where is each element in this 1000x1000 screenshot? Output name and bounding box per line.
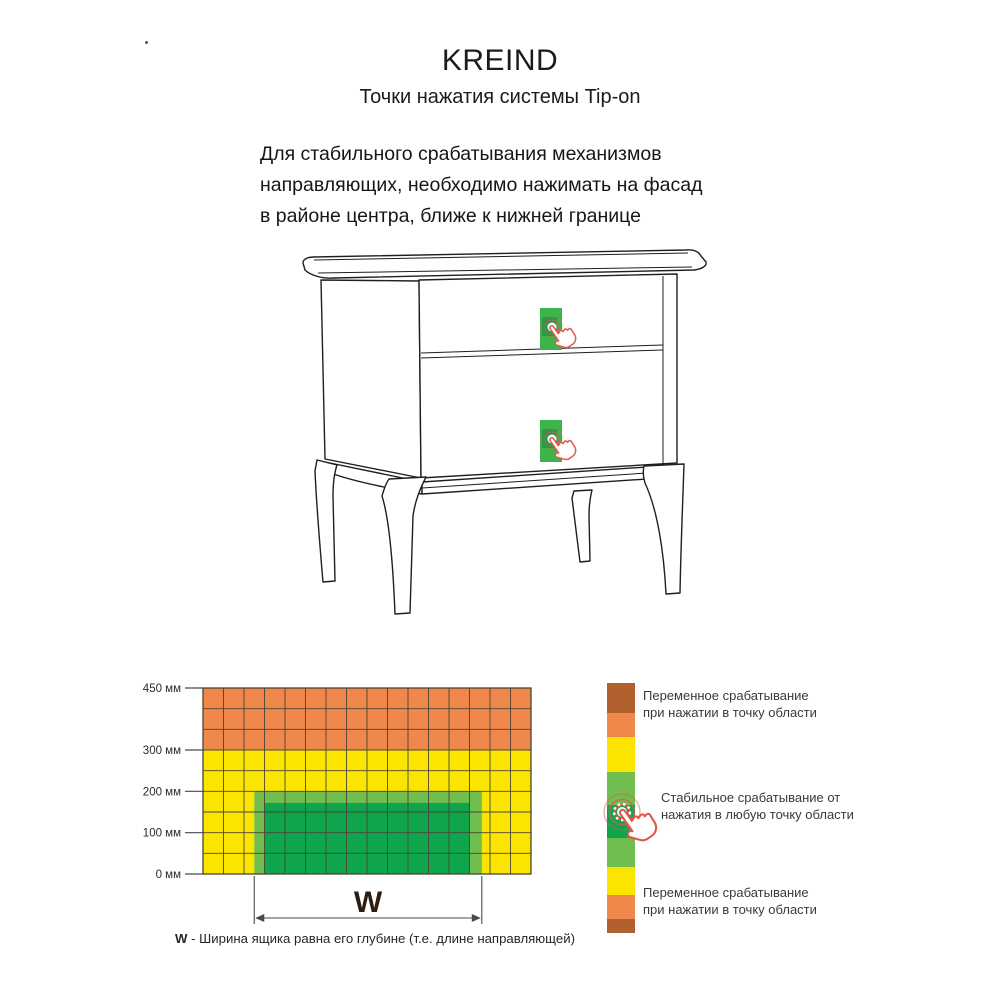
zone-axis [143, 683, 203, 881]
legend-line: при нажатии в точку области [643, 902, 817, 917]
nightstand-illustration [240, 246, 720, 626]
axis-tick-label: 100 мм [142, 827, 181, 840]
legend-line: нажатия в любую точку области [661, 807, 854, 822]
width-caption-symbol: W [175, 931, 188, 946]
dim-arrowhead-right [472, 914, 481, 922]
legend-item-variable-bottom [643, 884, 817, 918]
legend-item-stable [661, 789, 854, 823]
dim-arrowhead-left [255, 914, 264, 922]
press-zone-diagram [140, 678, 610, 948]
brand-title: KREIND [441, 44, 559, 77]
legend-line: Переменное срабатывание [643, 885, 809, 900]
side-panel [321, 280, 421, 478]
legend-bar-segment-yellow [607, 737, 635, 772]
intro-line: Для стабильного срабатывания механизмов [260, 143, 662, 165]
axis-tick-label: 200 мм [142, 786, 181, 799]
intro-paragraph [260, 139, 760, 232]
intro-line: направляющих, необходимо нажимать на фасад [260, 174, 703, 196]
legend-press-icon [585, 772, 685, 877]
width-label: W [353, 886, 383, 919]
legend-bar-segment-orange [607, 895, 635, 919]
legend-bar-segment-brown [607, 683, 635, 713]
rear-left-leg [315, 460, 337, 582]
intro-line: в районе центра, ближе к нижней границе [260, 205, 641, 227]
axis-tick-label: 300 мм [142, 745, 181, 757]
width-dimension [254, 876, 482, 924]
legend-line: при нажатии в точку области [643, 705, 817, 720]
legend-line: Стабильное срабатывание от [661, 790, 841, 805]
legend-bar-segment-brown [607, 919, 635, 933]
front-left-leg [382, 477, 426, 614]
axis-tick-label: 450 мм [142, 683, 181, 695]
width-caption-text: - Ширина ящика равна его глубине (т.е. длине направляющей) [187, 931, 575, 946]
front-right-leg [643, 464, 684, 594]
legend-line: Переменное срабатывание [643, 688, 809, 703]
width-caption [140, 931, 610, 946]
rear-middle-leg [572, 490, 592, 562]
legend-bar-segment-orange [607, 713, 635, 737]
page-subtitle: Точки нажатия системы Tip-on [359, 86, 641, 108]
legend-item-variable-top [643, 687, 817, 721]
axis-tick-label: 0 мм [155, 869, 181, 881]
